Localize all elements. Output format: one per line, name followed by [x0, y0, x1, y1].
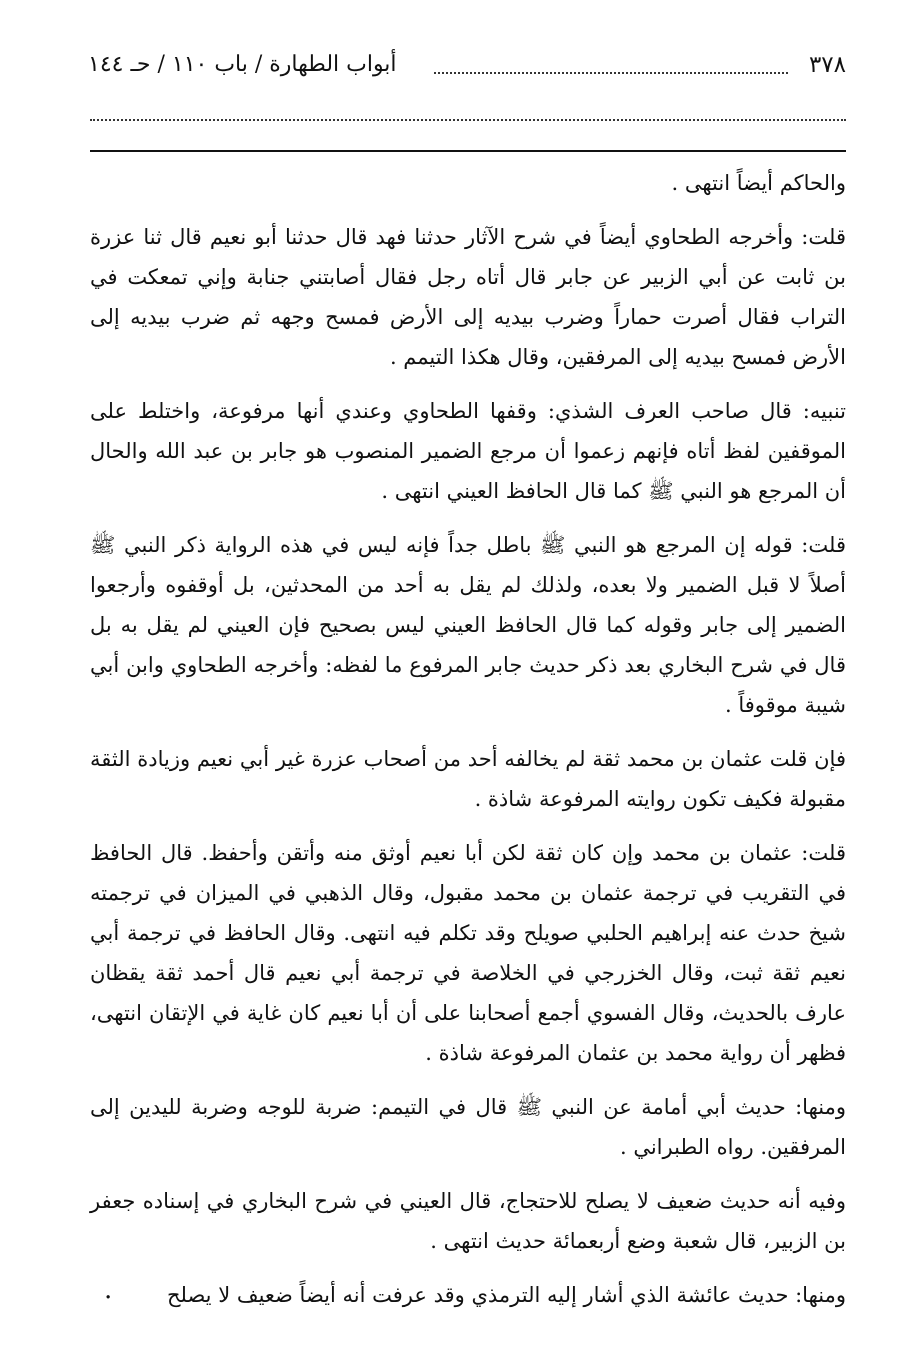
page-body: [90, 163, 846, 1315]
paragraph-note: تنبيه: قال صاحب العرف الشذي: وقفها الطحاوي وعندي أنها مرفوعة، واختلط على الموقفين لفظ أتاه فإنهم زعموا أن مرجع الضمير المنصوب هو جابر بن عبد الله والحال أن المرجع هو النبي ﷺ كما قال الحافظ العيني انتهى .: [90, 399, 846, 503]
header-dot-leader: [434, 72, 788, 74]
paragraph-abu-umama: ومنها: حديث أبي أمامة عن النبي ﷺ قال في التيمم: ضربة للوجه وضربة لليدين إلى المرفقين. رواه الطبراني .: [90, 1095, 846, 1159]
trailing-mark: .: [104, 1275, 113, 1305]
running-header: [88, 52, 846, 86]
paragraph-refutation: قلت: قوله إن المرجع هو النبي ﷺ باطل جداً فإنه ليس في هذه الرواية ذكر النبي ﷺ أصلاً لا قبل الضمير ولا بعده، ولذلك لم يقل به أحد من المحدثين، بل أوقفوه وأرجعوا الضمير إلى جابر وقوله كما قال الحافظ العيني ليس بصحيح فإن العيني لم يقل به بل قال في شرح البخاري بعد ذكر حديث جابر المرفوع ما لفظه: وأخرجه الطحاوي وابن أبي شيبة موقوفاً .: [90, 533, 846, 717]
paragraph-tahawi-narration: قلت: وأخرجه الطحاوي أيضاً في شرح الآثار حدثنا فهد قال حدثنا أبو نعيم قال ثنا عزرة بن ثابت عن أبي الزبير عن جابر قال أتاه رجل فقال أصابتني جنابة وإني تمعكت في التراب فقال أصرت حماراً وضرب بيديه إلى الأرض فمسح وجهه ثم ضرب بيديه إلى الأرض فمسح بيديه إلى المرفقين، وقال هكذا التيمم .: [90, 225, 846, 369]
paragraph-objection: فإن قلت عثمان بن محمد ثقة لم يخالفه أحد من أصحاب عزرة غير أبي نعيم وزيادة الثقة مقبولة فكيف تكون روايته المرفوعة شاذة .: [90, 747, 846, 811]
paragraph-aisha: ومنها: حديث عائشة الذي أشار إليه الترمذي وقد عرفت أنه أيضاً ضعيف لا يصلح: [166, 1283, 846, 1307]
paragraph-continuation: والحاكم أيضاً انتهى .: [671, 171, 846, 195]
paragraph-weakness: وفيه أنه حديث ضعيف لا يصلح للاحتجاج، قال العيني في شرح البخاري في إسناده جعفر بن الزبير، قال شعبة وضع أربعمائة حديث انتهى .: [90, 1189, 846, 1253]
page-number: ٣٧٨: [808, 52, 846, 78]
running-title: أبواب الطهارة / باب ١١٠ / حـ ١٤٤: [88, 52, 397, 77]
dotted-separator: [90, 119, 846, 121]
header-rule: [90, 150, 846, 152]
paragraph-reply: قلت: عثمان بن محمد وإن كان ثقة لكن أبا نعيم أوثق منه وأتقن وأحفظ. قال الحافظ في التقريب في ترجمة عثمان بن محمد مقبول، وقال الذهبي في الميزان في ترجمته شيخ حدث عنه إبراهيم الحلبي صويلح وقد تكلم فيه انتهى. وقال الحافظ في ترجمة أبي نعيم ثقة ثبت، وقال الخزرجي في الخلاصة في ترجمة أبي نعيم قال أحمد ثقة يقظان عارف بالحديث، وقال الفسوي أجمع أصحابنا على أن أبا نعيم كان غاية في الإتقان انتهى، فظهر أن رواية محمد بن عثمان المرفوعة شاذة .: [90, 841, 846, 1065]
